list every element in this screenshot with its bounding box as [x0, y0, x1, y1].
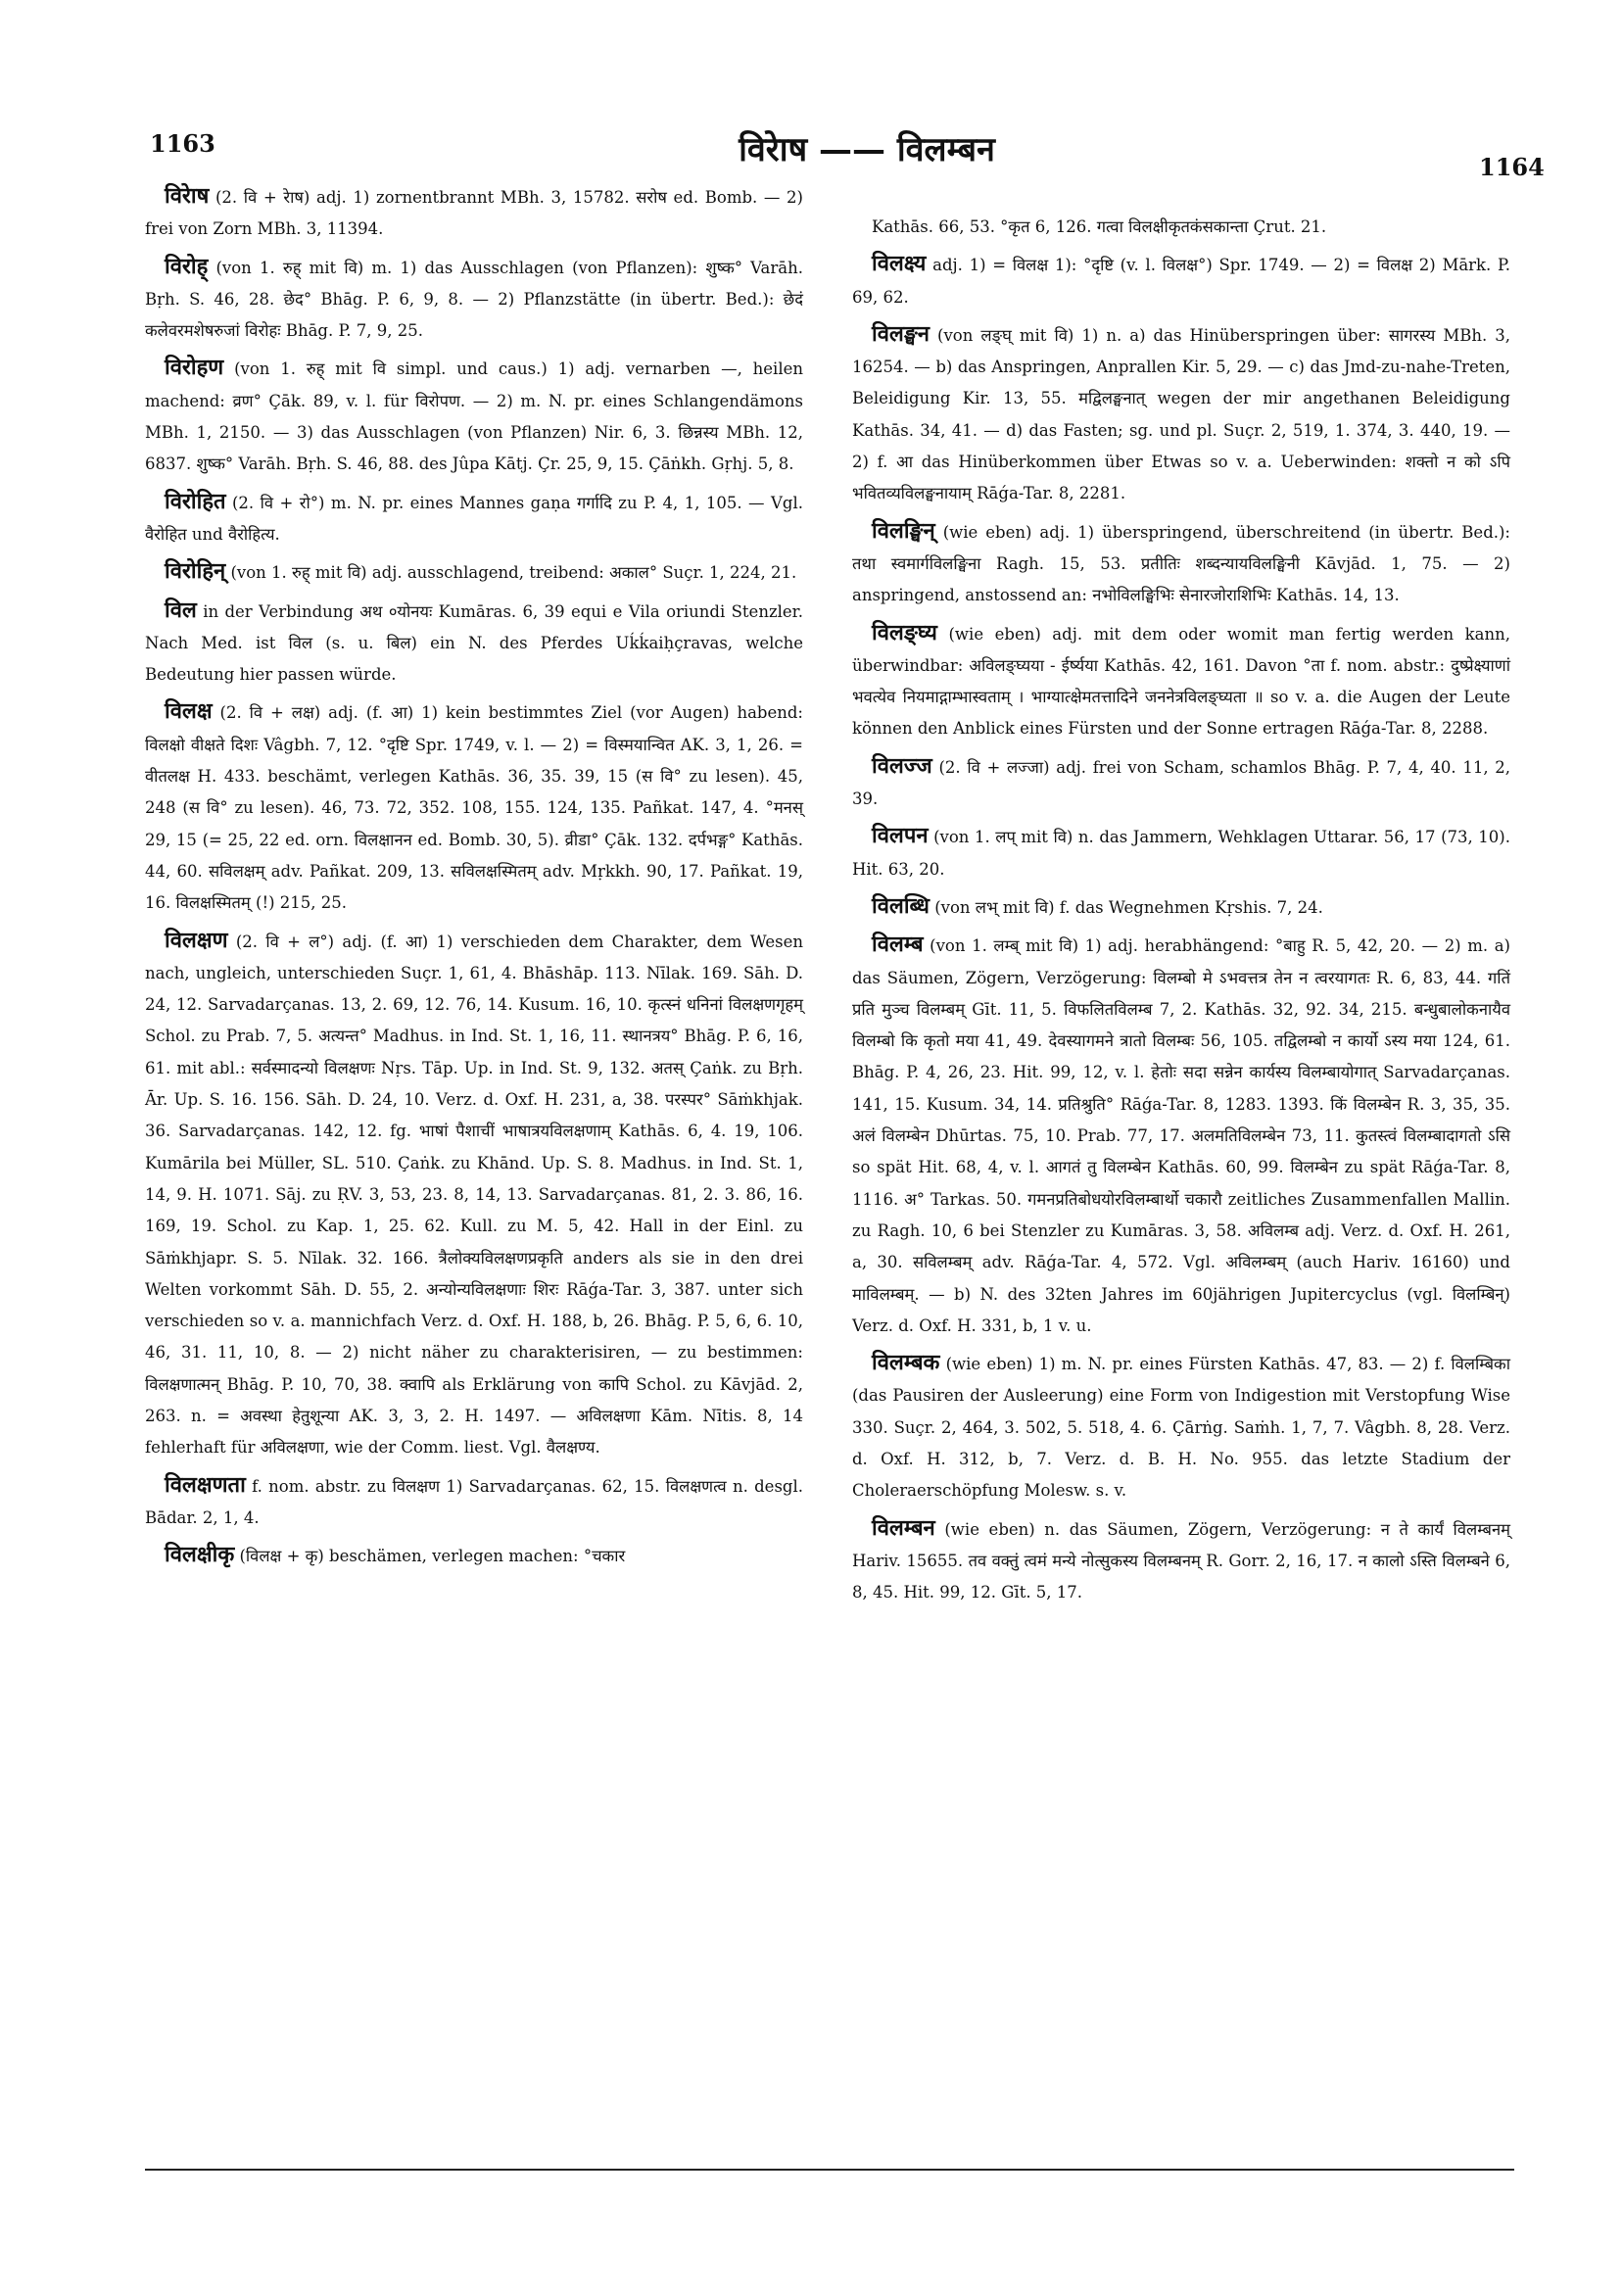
- entry-headword: विलम्ब: [872, 932, 924, 958]
- entry-headword: विलक्षणता: [165, 1471, 246, 1498]
- dictionary-entry: [145, 180, 803, 246]
- entry-body: adj. 1) = विलक्ष 1): °दृष्टि (v. l. विलक्ष°) Spr. 1749. — 2) = विलक्ष 2) Mārk. P. 69, 62.: [852, 256, 1510, 307]
- entry-headword: विलक्ष्य: [872, 251, 927, 277]
- dictionary-entry: [145, 486, 803, 551]
- right-column: [852, 212, 1510, 1613]
- entry-headword: विलङ्घ्य: [872, 619, 937, 646]
- dictionary-entry: [852, 750, 1510, 816]
- entry-headword: विलङ्घिन्: [872, 517, 935, 544]
- dictionary-entry: [145, 352, 803, 480]
- entry-body: (2. वि + रेाष) adj. 1) zornentbrannt MBh. 3, 15782. सरोष ed. Bomb. — 2) frei von Zorn MBh. 3, 11394.: [145, 188, 803, 239]
- dictionary-entry: [852, 1347, 1510, 1507]
- entry-body: (von 1. रुह् mit वि) adj. ausschlagend, treibend: अकाल° Suçr. 1, 224, 21.: [230, 563, 797, 583]
- dictionary-entry: [852, 318, 1510, 510]
- entry-body: (wie eben) 1) m. N. pr. eines Fürsten Kathās. 47, 83. — 2) f. विलम्बिका (das Pausiren der Ausleerung) eine Form von Indigestion mit Verstopfung Wise 330. Suçr. 2, 464, 3. 502, 5. 518, 4. 6. Çārṅg. Saṁh. 1, 7, 7. Vâgbh. 8, 28. Verz. d. Oxf. H. 312, b, 7. Verz. d. B. H. No. 955. das letzte Stadium der Choleraerschöpfung Molesw. s. v.: [852, 1355, 1510, 1501]
- entry-body: (von 1. लप् mit वि) n. das Jammern, Wehklagen Uttarar. 56, 17 (73, 10). Hit. 63, 20.: [852, 828, 1510, 879]
- left-column: [145, 180, 803, 1577]
- entry-headword: विरोह्: [165, 253, 209, 279]
- dictionary-entry: [852, 890, 1510, 924]
- entry-body: (2. वि + ल°) adj. (f. आ) 1) verschieden dem Charakter, dem Wesen nach, ungleich, unterschieden Suçr. 1, 61, 4. Bhāshāp. 113. Nīlak. 169. Sāh. D. 24, 12. Sarvadarçanas. 13, 2. 69, 12. 76, 14. Kusum. 16, 10. कृत्स्नं धनिनां विलक्षणगृहम् Schol. zu Prab. 7, 5. अत्यन्त° Madhus. in Ind. St. 1, 16, 11. स्थानत्रय° Bhāg. P. 6, 16, 61. mit abl.: सर्वस्मादन्यो विलक्षणः Nṛs. Tāp. Up. in Ind. St. 9, 132. अतस् Çaṅk. zu Bṛh. Ār. Up. S. 16. 156. Sāh. D. 24, 10. Verz. d. Oxf. H. 231, a, 38. परस्पर° Sāṁkhjak. 36. Sarvadarçanas. 142, 12. fg. भाषां पैशाचीं भाषात्रयविलक्षणाम् Kathās. 6, 4. 19, 106. Kumārila bei Müller, SL. 510. Çaṅk. zu Khānd. Up. S. 8. Madhus. in Ind. St. 1, 14, 9. H. 1071. Sāj. zu ṚV. 3, 53, 23. 8, 14, 13. Sarvadarçanas. 81, 2. 3. 86, 16. 169, 19. Schol. zu Kap. 1, 25. 62. Kull. zu M. 5, 42. Hall in der Einl. zu Sāṁkhjapr. S. 5. Nīlak. 32. 166. त्रैलोक्यविलक्षणप्रकृति anders als sie in den drei Welten vorkommt Sāh. D. 55, 2. अन्योन्यविलक्षणाः शिरः Rāǵa-Tar. 3, 387. unter sich verschieden so v. a. mannichfach Verz. d. Oxf. H. 188, b, 26. Bhāg. P. 5, 6, 6. 10, 46, 31. 11, 10, 8. — 2) nicht näher zu charakterisiren, — zu bestimmen: विलक्षणात्मन् Bhāg. P. 10, 70, 38. क्वापि als Erklärung von कापि Schol. zu Kāvjād. 2, 263. n. = अवस्था हेतुशून्या AK. 3, 3, 2. H. 1497. — अविलक्षणा Kām. Nītis. 8, 14 fehlerhaft für अविलक्षणा, wie der Comm. liest. Vgl. वैलक्षण्य.: [145, 932, 803, 1458]
- entry-body: (von लभ् mit वि) f. das Wegnehmen Kṛshis. 7, 24.: [934, 897, 1323, 917]
- entry-body: in der Verbindung अथ ०योनयः Kumāras. 6, 39 equi e Vila oriundi Stenzler. Nach Med. ist विल (s. u. बिल) ein N. des Pferdes Uḱḱaiḥçravas, welche Bedeutung hier passen würde.: [145, 601, 803, 685]
- entry-headword: विलब्धि: [872, 892, 930, 919]
- dictionary-entry: [145, 1539, 803, 1572]
- dictionary-entry: [852, 820, 1510, 885]
- entry-headword: विलज्ज: [872, 752, 932, 779]
- entry-body: (विलक्ष + कृ) beschämen, verlegen machen: °चकार: [239, 1547, 626, 1566]
- entry-body: (wie eben) n. das Säumen, Zögern, Verzögerung: न ते कार्यं विलम्बनम् Hariv. 15655. तव वक्तुं त्वमं मन्ये नोत्सुकस्य विलम्बनम् R. Gorr. 2, 16, 17. न कालो ऽस्ति विलम्बने 6, 8, 45. Hit. 99, 12. Gīt. 5, 17.: [852, 1519, 1510, 1602]
- dictionary-entry: [852, 1512, 1510, 1609]
- entry-headword: विलक्ष: [165, 698, 213, 725]
- entry-headword: विरोहिन्: [165, 558, 226, 585]
- entry-body: (2. वि + रो°) m. N. pr. eines Mannes gaṇa गर्गादि zu P. 4, 1, 105. — Vgl. वैरोहित und वैरोहित्य.: [145, 493, 804, 544]
- dictionary-entry: [145, 595, 803, 692]
- dictionary-entry: [852, 212, 1510, 243]
- entry-body: (2. वि + लक्ष) adj. (f. आ) 1) kein bestimmtes Ziel (vor Augen) habend: विलक्षो वीक्षते दिशः Vâgbh. 7, 12. °दृष्टि Spr. 1749, v. l. — 2) = विस्मयान्वित AK. 3, 1, 26. = वीतलक्ष H. 433. beschämt, verlegen Kathās. 36, 35. 39, 15 (स वि° zu lesen). 45, 248 (स वि° zu lesen). 46, 73. 72, 352. 108, 155. 124, 135. Pañkat. 147, 4. °मनस् 29, 15 (= 25, 22 ed. orn. विलक्षानन ed. Bomb. 30, 5). व्रीडा° Çāk. 132. दर्पभङ्ग° Kathās. 44, 60. सविलक्षम् adv. Pañkat. 209, 13. सविलक्षस्मितम् adv. Mṛkkh. 90, 17. Pañkat. 19, 16. विलक्षस्मितम् (!) 215, 25.: [145, 703, 803, 913]
- entry-body: (von 1. लम्ब् mit वि) 1) adj. herabhängend: °बाहु R. 5, 42, 20. — 2) m. a) das Säumen, Zögern, Verzögerung: विलम्बो मे ऽभवत्तत्र तेन न त्वरयागतः R. 6, 83, 44. गतिं प्रति मुञ्च विलम्बम् Gīt. 11, 5. विफलितविलम्ब 7, 2. Kathās. 32, 92. 34, 215. बन्धुबालोकनायैव विलम्बो कि कृतो मया 41, 49. देवस्यागमने त्रातो विलम्बः 56, 105. तद्विलम्बो न कार्यो ऽस्य मया 124, 61. Bhāg. P. 4, 26, 23. Hit. 99, 12, v. l. हेतोः सदा सन्नेन कार्यस्य विलम्बायोगात् Sarvadarçanas. 141, 15. Kusum. 34, 14. प्रतिश्रुति° Rāǵa-Tar. 8, 1283. 1393. किं विलम्बेन R. 3, 35, 35. अलं विलम्बेन Dhūrtas. 75, 10. Prab. 77, 17. अलमतिविलम्बेन 73, 11. कुतस्त्वं विलम्बादागतो ऽसि so spät Hit. 68, 4, v. l. आगतं तु विलम्बेन Kathās. 60, 99. विलम्बेन zu spät Rāǵa-Tar. 8, 1116. अ° Tarkas. 50. गमनप्रतिबोधयोरविलम्बार्थो चकारौ zeitliches Zusammenfallen Mallin. zu Ragh. 10, 6 bei Stenzler zu Kumāras. 3, 58. अविलम्ब adj. Verz. d. Oxf. H. 261, a, 30. सविलम्बम् adv. Rāǵa-Tar. 4, 572. Vgl. अविलम्बम् (auch Hariv. 16160) und माविलम्बम्. — b) N. des 32ten Jahres im 60jährigen Jupitercyclus (vgl. विलम्बिन्) Verz. d. Oxf. H. 331, b, 1 v. u.: [852, 936, 1510, 1335]
- dictionary-entry: [145, 925, 803, 1464]
- entry-headword: विरोहण: [165, 355, 224, 381]
- entry-headword: विरोहित: [165, 488, 226, 514]
- entry-body: Kathās. 66, 53. °कृत 6, 126. गत्वा विलक्षीकृतकंसकान्ता Çrut. 21.: [872, 217, 1327, 236]
- entry-body: (wie eben) adj. mit dem oder womit man fertig werden kann, überwindbar: अविलङ्घ्यया - ईर्ष्यया Kathās. 42, 161. Davon °ता f. nom. abstr.: दुष्प्रेक्ष्याणां भवत्येव नियमाद्गाम्भास्वताम् । भाग्यात्क्षेमतत्तादिने जननेत्रविलङ्घ्यता ॥ so v. a. die Augen der Leute können den Anblick eines Fürsten und der Sonne ertragen Rāǵa-Tar. 8, 2288.: [852, 624, 1511, 739]
- page-number-left: 1163: [150, 129, 215, 158]
- entry-body: (von लङ्घ् mit वि) 1) n. a) das Hinüberspringen über: सागरस्य MBh. 3, 16254. — b) das Anspringen, Anprallen Kir. 5, 29. — c) das Jmd-zu-nahe-Treten, Beleidigung Kir. 13, 55. मद्विलङ्घनात् wegen der mir angethanen Beleidigung Kathās. 34, 41. — d) das Fasten; sg. und pl. Suçr. 2, 519, 1. 374, 3. 440, 19. — 2) f. आ das Hinüberkommen über Etwas so v. a. Ueberwinden: शक्तो न को ऽपि भवितव्यविलङ्घनायाम् Rāǵa-Tar. 8, 2281.: [852, 325, 1510, 503]
- entry-headword: विरेाष: [165, 183, 210, 209]
- entry-body: (wie eben) adj. 1) überspringend, überschreitend (in übertr. Bed.): तथा स्वमार्गविलङ्घिना Ragh. 15, 53. प्रतीतिः शब्दन्यायविलङ्घिनी Kāvjād. 1, 75. — 2) anspringend, anstossend an: नभोविलङ्घिभिः सेनारजोराशिभिः Kathās. 14, 13.: [852, 522, 1510, 605]
- bottom-rule: [145, 2169, 1514, 2171]
- entry-headword: विलङ्घन: [872, 320, 930, 347]
- dictionary-entry: [852, 515, 1510, 612]
- dictionary-entry: [145, 555, 803, 589]
- dictionary-entry: [852, 929, 1510, 1342]
- dictionary-entry: [852, 617, 1510, 745]
- entry-body: (von 1. रुह् mit वि simpl. und caus.) 1) adj. vernarben —, heilen machend: व्रण° Çāk. 89, v. l. für विरोपण. — 2) m. N. pr. eines Schlangendämons MBh. 1, 2150. — 3) das Ausschlagen (von Pflanzen) Nir. 6, 3. छिन्नस्य MBh. 12, 6837. शुष्क° Varāh. Bṛh. S. 46, 88. des Jûpa Kātj. Çr. 25, 9, 15. Çāṅkh. Gṛhj. 5, 8.: [145, 359, 803, 474]
- entry-headword: विलक्षण: [165, 927, 228, 953]
- entry-body: (von 1. रुह् mit वि) m. 1) das Ausschlagen (von Pflanzen): शुष्क° Varāh. Bṛh. S. 46, 28. छेद° Bhāg. P. 6, 9, 8. — 2) Pflanzstätte (in übertr. Bed.): छेदं कलेवरमशेषरुजां विरोहः Bhāg. P. 7, 9, 25.: [145, 258, 803, 341]
- entry-headword: विलक्षीकृ: [165, 1542, 235, 1568]
- dictionary-entry: [145, 1469, 803, 1535]
- entry-headword: विलम्बक: [872, 1350, 940, 1376]
- entry-body: f. nom. abstr. zu विलक्षण 1) Sarvadarçanas. 62, 15. विलक्षणत्व n. desgl. Bādar. 2, 1, 4.: [145, 1476, 803, 1527]
- entry-body: (2. वि + लज्जा) adj. frei von Scham, schamlos Bhāg. P. 7, 4, 40. 11, 2, 39.: [852, 757, 1511, 809]
- dictionary-entry: [852, 248, 1510, 313]
- dictionary-entry: [145, 251, 803, 348]
- dictionary-entry: [145, 695, 803, 919]
- entry-headword: विलपन: [872, 823, 929, 849]
- entry-headword: विल: [165, 597, 197, 623]
- entry-headword: विलम्बन: [872, 1514, 935, 1541]
- running-head: विरेाष —— विलम्बन: [739, 130, 995, 169]
- page-number-right: 1164: [1479, 153, 1545, 181]
